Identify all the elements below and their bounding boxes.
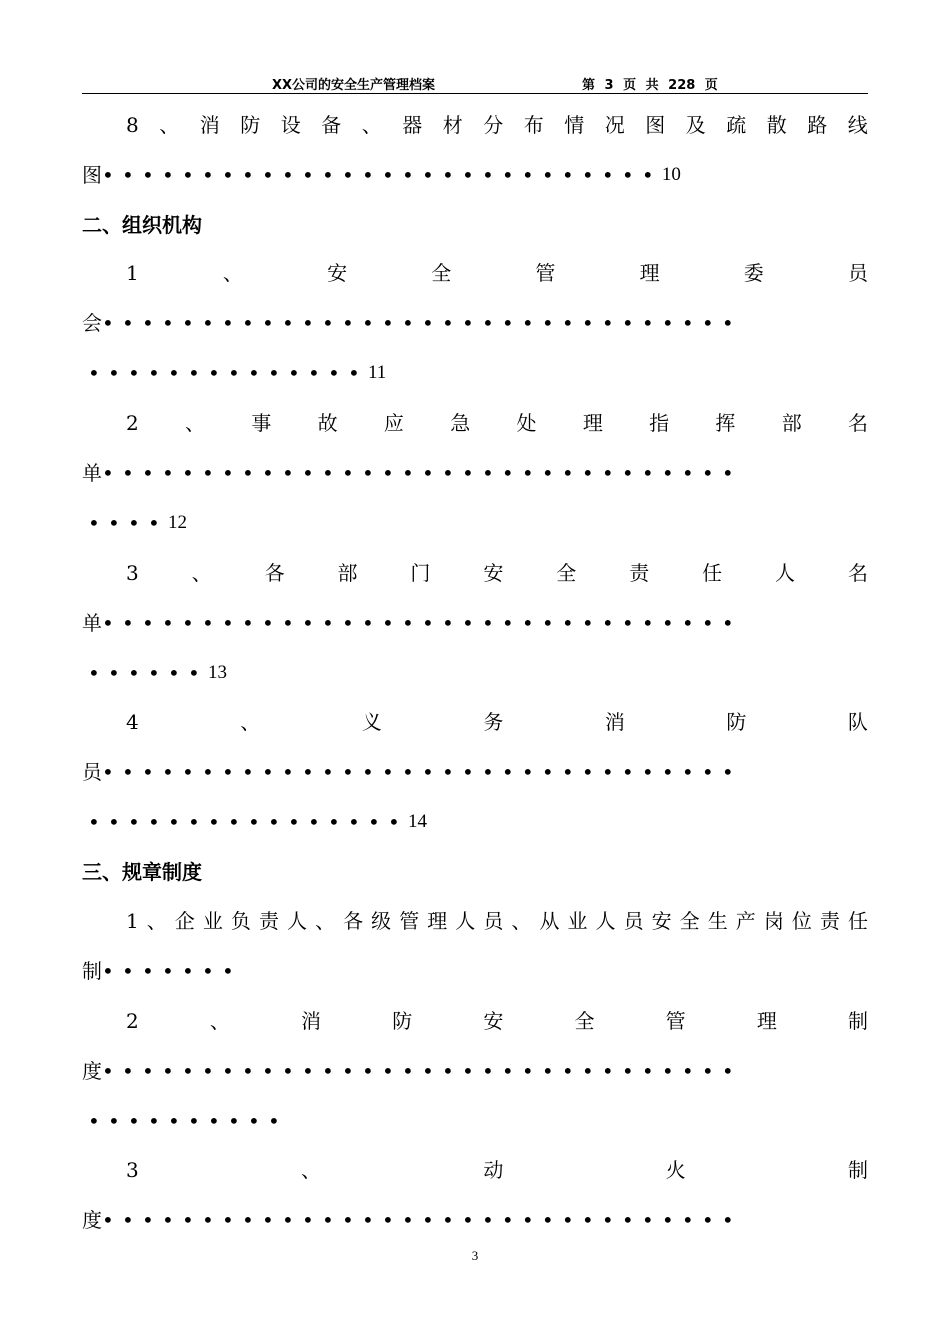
toc-entry-title xyxy=(126,1155,868,1185)
toc-entry-title xyxy=(126,707,868,737)
toc-entry-char: 故 xyxy=(317,411,338,435)
toc-page-number: 11 xyxy=(367,362,387,383)
toc-entry-char: 、 xyxy=(315,909,336,933)
toc-entry-char: 事 xyxy=(251,411,272,435)
toc-page-number: 13 xyxy=(207,662,227,683)
toc-leader-line xyxy=(88,508,874,538)
toc-leader-line xyxy=(82,608,868,638)
toc-entry-char: 火 xyxy=(665,1158,686,1182)
toc-entry-char: 全 xyxy=(556,561,577,585)
section-heading: 三、规章制度 xyxy=(82,860,202,884)
toc-entry-char: 处 xyxy=(516,411,537,435)
toc-entry-char: 义 xyxy=(361,710,382,734)
toc-entry-char: 挥 xyxy=(715,411,736,435)
dot-leader: •••••••••• xyxy=(88,1109,288,1133)
toc-entry-char: 备 xyxy=(321,113,342,137)
toc-entry-char: 8 xyxy=(126,113,139,137)
toc-leader-line xyxy=(82,160,868,190)
toc-entry-char: 消 xyxy=(604,710,625,734)
toc-entry-char: 安 xyxy=(483,1009,504,1033)
toc-entry-char: 理 xyxy=(639,261,660,285)
toc-entry-char: 企 xyxy=(174,909,195,933)
toc-entry-char: 路 xyxy=(807,113,828,137)
dot-leader: •••••••••••••••••••••••••••••••• xyxy=(102,311,742,335)
toc-entry-char: 员 xyxy=(483,909,504,933)
toc-entry-char: 安 xyxy=(327,261,348,285)
toc-entry-char: 人 xyxy=(287,909,308,933)
dot-leader: •••••••••••••••••••••••••••• xyxy=(102,163,662,187)
toc-entry-char: 务 xyxy=(483,710,504,734)
toc-leader-line xyxy=(82,458,868,488)
toc-entry-char: 安 xyxy=(483,561,504,585)
toc-entry-title xyxy=(126,258,868,288)
dot-leader: •••••••••••••••••••••••••••••••• xyxy=(102,1059,742,1083)
toc-entry-tail: 会 xyxy=(82,311,102,335)
toc-leader-line xyxy=(88,807,874,837)
toc-entry-char: 指 xyxy=(649,411,670,435)
toc-entry-char: 从 xyxy=(539,909,560,933)
dot-leader: •••• xyxy=(88,511,168,535)
toc-entry-char: 、 xyxy=(159,113,180,137)
toc-entry-char: 、 xyxy=(240,710,261,734)
dot-leader: •••••••••••••••••••••••••••••••• xyxy=(102,461,742,485)
page-header xyxy=(82,72,868,92)
toc-entry-tail: 单 xyxy=(82,611,102,635)
toc-entry-char: 、 xyxy=(361,113,382,137)
toc-leader-line xyxy=(82,956,868,986)
toc-entry-char: 2 xyxy=(126,411,139,435)
toc-entry-char: 各 xyxy=(264,561,285,585)
toc-entry-char: 级 xyxy=(371,909,392,933)
toc-entry-tail: 图 xyxy=(82,163,102,187)
toc-entry-char: 线 xyxy=(847,113,868,137)
toc-entry-char: 位 xyxy=(791,909,812,933)
toc-entry-char: 制 xyxy=(847,1158,868,1182)
dot-leader: •••••••••••••••••••••••••••••••• xyxy=(102,1208,742,1232)
toc-entry-char: 管 xyxy=(665,1009,686,1033)
toc-entry-char: 布 xyxy=(523,113,544,137)
toc-entry-char: 安 xyxy=(651,909,672,933)
header-rule xyxy=(82,93,868,94)
toc-leader-line xyxy=(88,658,874,688)
toc-entry-char: 防 xyxy=(392,1009,413,1033)
toc-entry-char: 生 xyxy=(707,909,728,933)
toc-entry-char: 人 xyxy=(775,561,796,585)
toc-entry-char: 各 xyxy=(343,909,364,933)
toc-entry-char: 、 xyxy=(146,909,167,933)
toc-entry-char: 任 xyxy=(847,909,868,933)
toc-entry-char: 人 xyxy=(595,909,616,933)
toc-entry-char: 及 xyxy=(685,113,706,137)
toc-page-number: 14 xyxy=(407,811,427,832)
toc-entry-char: 防 xyxy=(726,710,747,734)
toc-leader-line xyxy=(82,1056,868,1086)
toc-entry-char: 部 xyxy=(781,411,802,435)
toc-entry-char: 2 xyxy=(126,1009,139,1033)
toc-entry-char: 制 xyxy=(847,1009,868,1033)
toc-entry-char: 名 xyxy=(847,561,868,585)
toc-entry-char: 部 xyxy=(337,561,358,585)
dot-leader: •••••••••••••• xyxy=(88,361,368,385)
toc-entry-title xyxy=(126,408,868,438)
toc-entry-char: 材 xyxy=(442,113,463,137)
toc-entry-char: 1 xyxy=(126,261,139,285)
toc-entry-char: 管 xyxy=(399,909,420,933)
toc-entry-title xyxy=(126,906,868,936)
toc-entry-char: 、 xyxy=(191,561,212,585)
toc-entry-char: 全 xyxy=(679,909,700,933)
toc-entry-char: 员 xyxy=(847,261,868,285)
toc-entry-char: 责 xyxy=(258,909,279,933)
toc-entry-tail: 度 xyxy=(82,1208,102,1232)
toc-entry-char: 责 xyxy=(819,909,840,933)
toc-page-number: 12 xyxy=(168,512,187,533)
toc-entry-char: 员 xyxy=(623,909,644,933)
toc-entry-char: 消 xyxy=(199,113,220,137)
toc-entry-title xyxy=(126,558,868,588)
toc-entry-char: 3 xyxy=(126,1158,139,1182)
toc-entry-char: 责 xyxy=(629,561,650,585)
toc-entry-tail: 员 xyxy=(82,760,102,784)
toc-entry-char: 4 xyxy=(126,710,139,734)
toc-entry-char: 管 xyxy=(535,261,556,285)
toc-entry-char: 全 xyxy=(431,261,452,285)
document-title: XX公司的安全生产管理档案 xyxy=(272,78,436,93)
toc-entry-char: 应 xyxy=(383,411,404,435)
toc-leader-line xyxy=(82,1205,868,1235)
toc-leader-line xyxy=(88,358,874,388)
dot-leader: •••••••••••••••••••••••••••••••• xyxy=(102,611,742,635)
toc-entry-tail: 制 xyxy=(82,959,102,983)
toc-entry-char: 消 xyxy=(301,1009,322,1033)
toc-entry-char: 理 xyxy=(756,1009,777,1033)
toc-entry-char: 防 xyxy=(240,113,261,137)
toc-leader-line xyxy=(82,757,868,787)
toc-entry-char: 设 xyxy=(280,113,301,137)
toc-entry-char: 分 xyxy=(483,113,504,137)
toc-entry-char: 产 xyxy=(735,909,756,933)
dot-leader: •••••••••••••••••••••••••••••••• xyxy=(102,760,742,784)
toc-entry-char: 负 xyxy=(230,909,251,933)
toc-entry-char: 任 xyxy=(702,561,723,585)
toc-entry-char: 人 xyxy=(455,909,476,933)
toc-entry-char: 动 xyxy=(483,1158,504,1182)
toc-entry-char: 队 xyxy=(847,710,868,734)
toc-entry-char: 、 xyxy=(185,411,206,435)
toc-entry-char: 急 xyxy=(450,411,471,435)
page-count: 第 3 页 共 228 页 xyxy=(582,78,718,93)
toc-entry-char: 、 xyxy=(301,1158,322,1182)
toc-page-number: 10 xyxy=(661,164,681,185)
toc-entry-tail: 单 xyxy=(82,461,102,485)
dot-leader: ••••••• xyxy=(102,959,242,983)
page-number: 3 xyxy=(471,1248,479,1263)
toc-entry-char: 图 xyxy=(645,113,666,137)
toc-entry-char: 散 xyxy=(766,113,787,137)
toc-entry-char: 业 xyxy=(202,909,223,933)
dot-leader: •••••••••••••••• xyxy=(88,810,408,834)
toc-entry-tail: 度 xyxy=(82,1059,102,1083)
toc-entry-char: 疏 xyxy=(726,113,747,137)
toc-entry-char: 理 xyxy=(582,411,603,435)
toc-entry-char: 委 xyxy=(743,261,764,285)
toc-leader-line xyxy=(88,1106,874,1136)
dot-leader: •••••• xyxy=(88,661,208,685)
toc-entry-char: 、 xyxy=(209,1009,230,1033)
toc-entry-char: 全 xyxy=(574,1009,595,1033)
section-heading: 二、组织机构 xyxy=(82,213,202,237)
toc-entry-char: 业 xyxy=(567,909,588,933)
toc-entry-char: 情 xyxy=(564,113,585,137)
toc-entry-title xyxy=(126,110,868,140)
toc-entry-char: 、 xyxy=(222,261,243,285)
toc-entry-char: 岗 xyxy=(763,909,784,933)
toc-entry-char: 名 xyxy=(848,411,868,435)
toc-entry-char: 况 xyxy=(604,113,625,137)
toc-entry-char: 理 xyxy=(427,909,448,933)
toc-entry-title xyxy=(126,1006,868,1036)
toc-entry-char: 门 xyxy=(410,561,431,585)
toc-entry-char: 器 xyxy=(402,113,423,137)
toc-leader-line xyxy=(82,308,868,338)
toc-entry-char: 1 xyxy=(126,909,139,933)
toc-entry-char: 、 xyxy=(511,909,532,933)
toc-entry-char: 3 xyxy=(126,561,139,585)
